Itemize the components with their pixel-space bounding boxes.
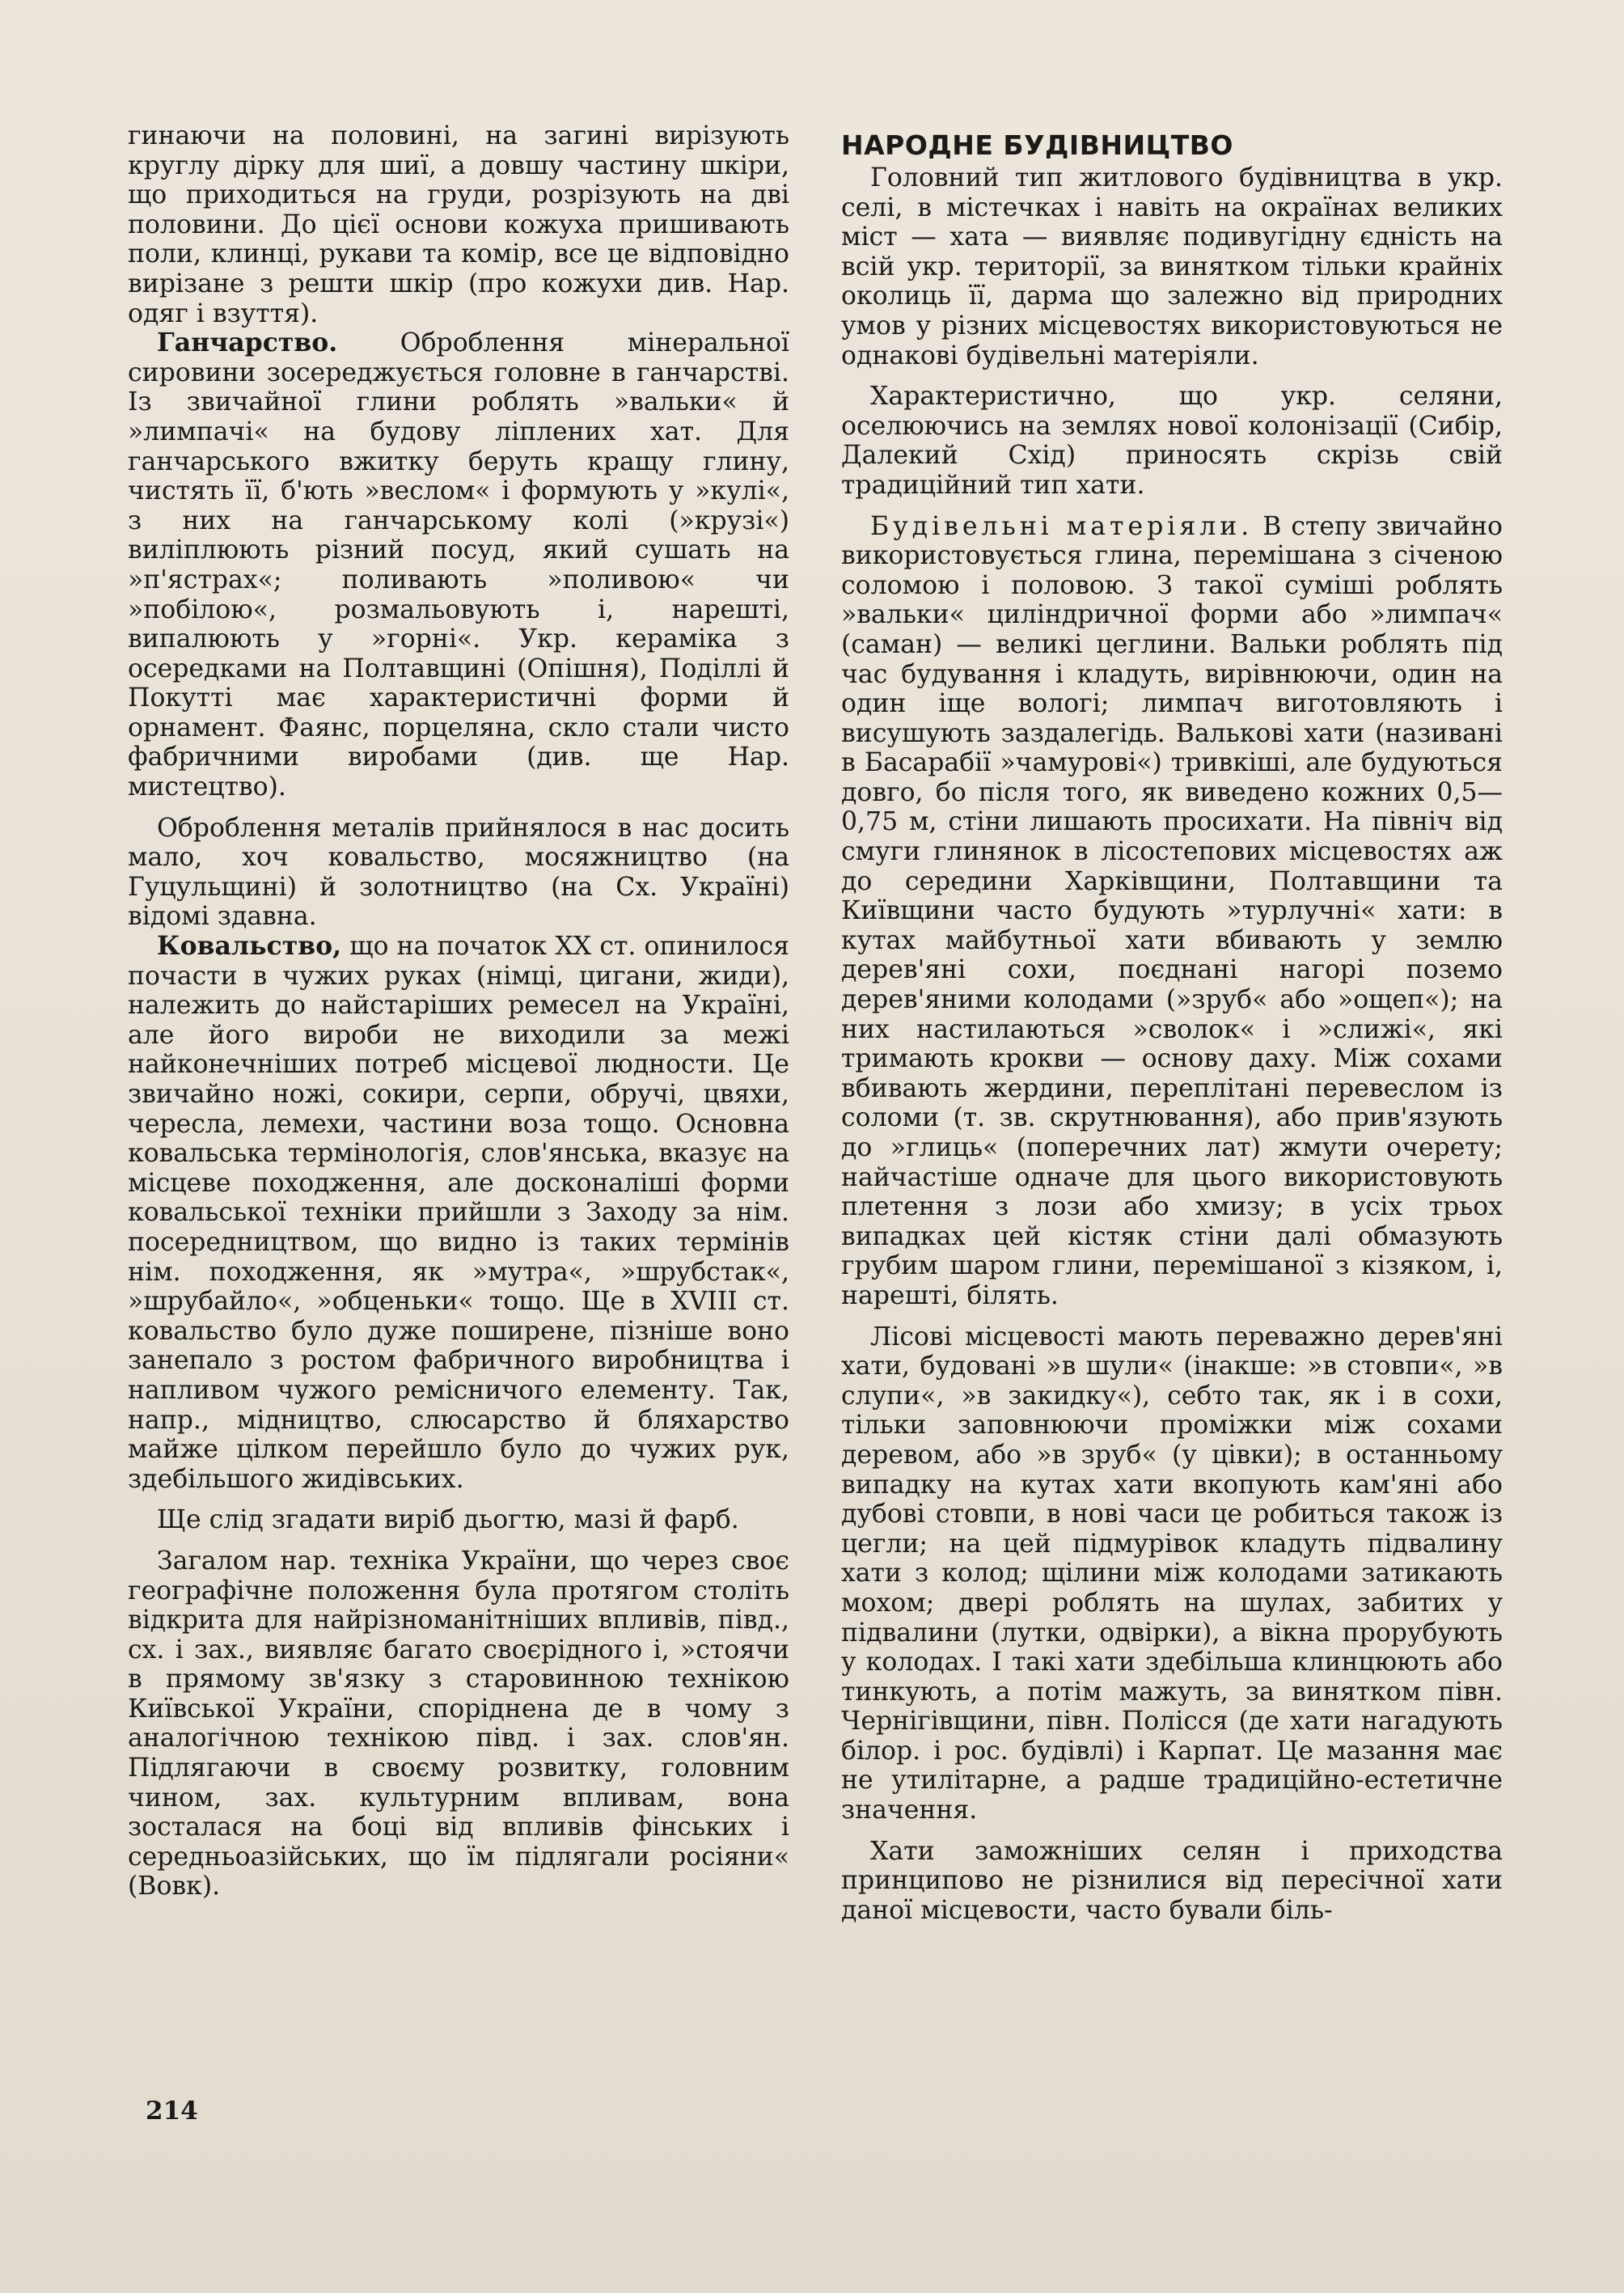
paragraph-wealthy-houses: Хати заможніших селян і приходства принципово не різнилися від пересічної хати даної місцевости, часто бували біль- (841, 1836, 1503, 1925)
term-pottery: Ганчарство. (157, 328, 338, 358)
right-column (841, 129, 1503, 1925)
paragraph-metals: Оброблення металів прийнялося в нас досить мало, хоч ковальство, мосяжництво (на Гуцульщині) й золотництво (на Сх. Україні) відомі здавна. (128, 813, 789, 932)
paragraph-materials (841, 512, 1503, 1311)
paragraph-materials-text: В степу звичайно використовується глина, перемішана з січеною соломою і половою. З такої суміші роблять »вальки« циліндричної форми або »лимпач« (саман) — великі цеглини. Вальки роблять під час будування і кладуть, вирівнюючи, один на один іще вологі; лимпач виготовляють і висушують заздалегідь. Валькові хати (називані в Басарабії »чамурові«) тривкіші, але будуються довго, бо після того, як виведено кожних 0,5—0,75 м, стіни лишають просихати. На північ від смуги глинянок в лісостепових місцевостях аж до середини Харківщини, Полтавщини та Київщини часто будують »турлучні« хати: в кутах майбутньої хати вбивають у землю дерев'яні сохи, поєднані нагорі поземо дерев'яними колодами (»зруб« або »ощеп«); на них настилаються »сволок« і »слижі«, які тримають крокви — основу даху. Між сохами вбивають жердини, переплітані перевеслом із соломи (т. зв. скрутнювання), або прив'язують до »глиць« (поперечних лат) жмути очерету; найчастіше одначе для цього використовують плетення з лози або хмизу; в усіх трьох випадках цей кістяк стіни далі обмазують грубим шаром глини, перемішаної з кізяком, і, нарешті, білять. (841, 511, 1503, 1310)
left-column (128, 121, 789, 1902)
section-heading: НАРОДНЕ БУДІВНИЦТВО (841, 129, 1233, 161)
paragraph-blacksmithing (128, 932, 789, 1494)
paragraph-main-type: Головний тип житлового будівництва в укр. селі, в містечках і навіть на окраїнах великих міст — хата — виявляє подивугідну єдність на всій укр. території, за винятком тільки крайніх околиць її, дарма що залежно від природних умов у різних місцевостях використовуються не однакові будівельні матеріяли. (841, 163, 1503, 370)
term-blacksmithing: Ковальство, (157, 931, 342, 962)
paragraph-continuation: гинаючи на половині, на загині вирізують круглу дірку для шиї, а довшу частину шкіри, що приходиться на груди, розрізують на дві половини. До цієї основи кожуха пришивають поли, клинці, рукави та комір, все це відповідно вирізане з решти шкір (про кожухи див. Нар. одяг і взуття). (128, 121, 789, 328)
paragraph-blacksmithing-text: що на початок XX ст. опинилося почасти в чужих руках (німці, цигани, жиди), належить до найстаріших ремесел на Україні, але його вироби не виходили за межі найконечніших потреб місцевої людности. Це звичайно ножі, сокири, серпи, обручі, цвяхи, чересла, лемехи, частини воза тощо. Основна ковальська термінологія, слов'янська, вказує на місцеве походження, але досконаліші форми ковальської техніки прийшли з Заходу за нім. посередництвом, що видно із таких термінів нім. походження, як »мутра«, »шрубстак«, »шрубайло«, »обценьки« тощо. Ще в XVIII ст. ковальство було дуже поширене, пізніше воно занепало з ростом фабричного виробництва і напливом чужого ремісничого елементу. Так, напр., мідництво, слюсарство й бляхарство майже цілком перейшло було до чужих рук, здебільшого жидівських. (128, 932, 789, 1494)
paragraph-forest-houses: Лісові місцевості мають переважно дерев'яні хати, будовані »в шули« (інакше: »в стовпи«, »в слупи«, »в закидку«), себто так, як і в сохи, тільки заповнюючи проміжки між сохами деревом, або »в зруб« (у цівки); в останньому випадку на кутах хати вкопують кам'яні або дубові стовпи, в нові часи це робиться також із цегли; на цей підмурівок кладуть підвалину хати з колод; щілини між колодами затикають мохом; двері роблять на шулах, забитих у підвалини (лутки, одвірки), а вікна прорубують у колодах. І такі хати здебільша клинцюють або тинкують, а потім мажуть, за винятком півн. Чернігівщини, півн. Полісся (де хати нагадують білор. і рос. будівлі) і Карпат. Це мазання має не утилітарне, а радше традиційно-естетичне значення. (841, 1322, 1503, 1826)
paragraph-pottery-text: Оброблення мінеральної сировини зосереджується головне в ганчарстві. Із звичайної глини роблять »вальки« й »лимпачі« на будову ліплених хат. Для ганчарського вжитку беруть кращу глину, чистять її, б'ють »веслом« і формують у »кулі«, з них на ганчарському колі (»крузі«) виліплюють різний посуд, який сушать на »п'ястрах«; поливають »поливою« чи »побілою«, розмальовують і, нарешті, випалюють у »горні«. Укр. кераміка з осередками на Полтавщині (Опішня), Поділлі й Покутті має характеристичні форми й орнамент. Фаянс, порцеляна, скло стали чисто фабричними виробами (див. ще Нар. мистецтво). (128, 328, 789, 802)
paragraph-pottery (128, 328, 789, 802)
paragraph-summary: Загалом нар. техніка України, що через своє географічне положення була протягом століть відкрита для найрізноманітніших впливів, півд., сх. і зах., виявляє багато своєрідного і, »стоячи в прямому зв'язку з старовинною технікою Київської України, споріднена де в чому з аналогічною технікою півд. і зах. слов'ян. Підлягаючи в своєму розвитку, головним чином, зах. культурним впливам, вона зосталася на боці від впливів фінських і середньоазійських, що їм підлягали росіяни« (Вовк). (128, 1546, 789, 1902)
page-number: 214 (146, 2096, 198, 2126)
term-materials: Будівельні матеріяли. (870, 511, 1254, 541)
paragraph-colonization: Характеристично, що укр. селяни, оселюючись на землях нової колонізації (Сибір, Далекий Схід) приносять скрізь свій традиційний тип хати. (841, 382, 1503, 500)
paragraph-tar: Ще слід згадати виріб дьогтю, мазі й фарб. (157, 1505, 739, 1535)
